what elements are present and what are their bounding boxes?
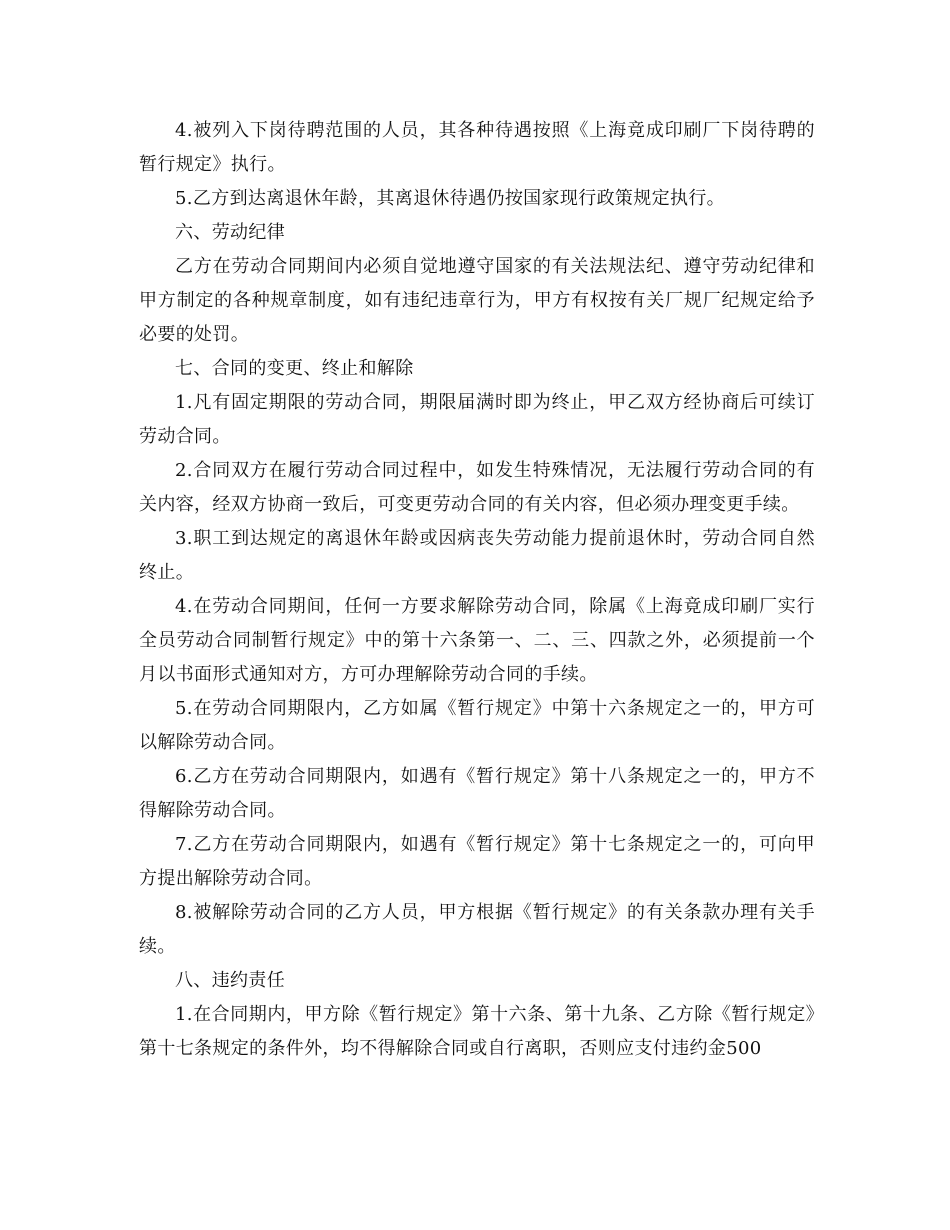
- paragraph: 2.合同双方在履行劳动合同过程中，如发生特殊情况，无法履行劳动合同的有关内容，经双方协商一致后，可变更劳动合同的有关内容，但必须办理变更手续。: [139, 460, 815, 515]
- document-body: [139, 114, 815, 1066]
- section-heading: 八、违约责任: [175, 970, 286, 991]
- paragraph: 3.职工到达规定的离退休年龄或因病丧失劳动能力提前退休时，劳动合同自然终止。: [139, 528, 815, 583]
- section-heading: 六、劳动纪律: [175, 222, 286, 243]
- paragraph: 7.乙方在劳动合同期限内，如遇有《暂行规定》第十七条规定之一的，可向甲方提出解除劳动合同。: [139, 834, 815, 889]
- paragraph: 5.在劳动合同期限内，乙方如属《暂行规定》中第十六条规定之一的，甲方可以解除劳动合同。: [139, 698, 815, 753]
- paragraph: 4.被列入下岗待聘范围的人员，其各种待遇按照《上海竟成印刷厂下岗待聘的暂行规定》执行。: [139, 120, 815, 175]
- paragraph: 1.凡有固定期限的劳动合同，期限届满时即为终止，甲乙双方经协商后可续订劳动合同。: [139, 392, 815, 447]
- paragraph: 6.乙方在劳动合同期限内，如遇有《暂行规定》第十八条规定之一的，甲方不得解除劳动合同。: [139, 766, 815, 821]
- paragraph: 乙方在劳动合同期间内必须自觉地遵守国家的有关法规法纪、遵守劳动纪律和甲方制定的各种规章制度，如有违纪违章行为，甲方有权按有关厂规厂纪规定给予必要的处罚。: [139, 256, 815, 345]
- paragraph: 8.被解除劳动合同的乙方人员，甲方根据《暂行规定》的有关条款办理有关手续。: [139, 902, 815, 957]
- section-heading: 七、合同的变更、终止和解除: [175, 358, 414, 379]
- paragraph: 5.乙方到达离退休年龄，其离退休待遇仍按国家现行政策规定执行。: [175, 188, 726, 209]
- paragraph: 1.在合同期内，甲方除《暂行规定》第十六条、第十九条、乙方除《暂行规定》第十七条规定的条件外，均不得解除合同或自行离职，否则应支付违约金500: [139, 1004, 815, 1059]
- paragraph: 4.在劳动合同期间，任何一方要求解除劳动合同，除属《上海竟成印刷厂实行全员劳动合同制暂行规定》中的第十六条第一、二、三、四款之外，必须提前一个月以书面形式通知对方，方可办理解除劳动合同的手续。: [139, 596, 815, 685]
